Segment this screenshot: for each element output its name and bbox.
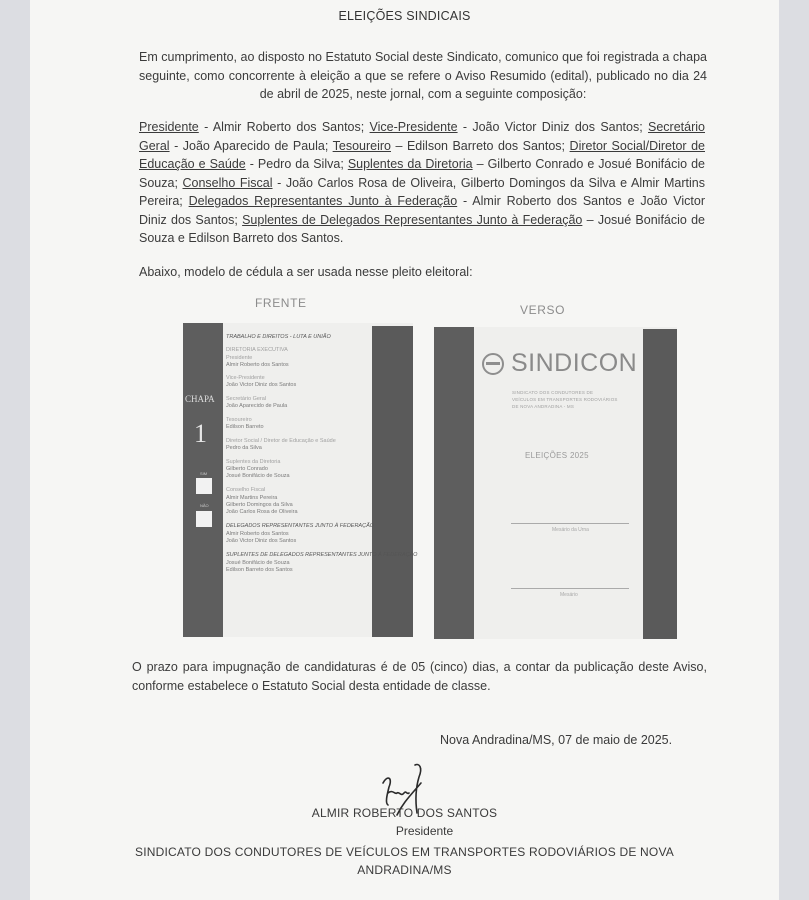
ballot-front-line: Almir Roberto dos Santos (226, 362, 289, 368)
back-sign-caption-2: Mesário (560, 592, 578, 598)
ballot-front-line: DIRETORIA EXECUTIVA (226, 347, 288, 353)
ballot-front-line: Josué Bonifácio de Souza (226, 560, 290, 566)
ballot-front-line: Tesoureiro (226, 417, 252, 423)
composition-names: - Almir Roberto dos Santos; (198, 120, 370, 134)
back-subtitle-1: SINDICATO DOS CONDUTORES DE (512, 390, 594, 395)
organization-line-1: SINDICATO DOS CONDUTORES DE VEÍCULOS EM TRANSPORTES RODOVIÁRIOS DE NOVA (135, 845, 674, 859)
chapa-label: CHAPA (185, 394, 215, 404)
back-sign-line-1 (511, 523, 629, 524)
composition-role: Secretário Geral (139, 120, 705, 153)
ballot-front (183, 323, 418, 637)
ballot-front-line: TRABALHO E DIREITOS - LUTA E UNIÃO (226, 334, 331, 340)
ballot-front-line: Diretor Social / Diretor de Educação e Saúde (226, 438, 336, 444)
intro-paragraph: Em cumprimento, ao disposto no Estatuto Social deste Sindicato, comunico que foi registrada a chapa seguinte, como concorrente à eleição a que se refere o Aviso Resumido (edital), publicado no dia 24 de abril de 2025, neste jornal, com a seguinte composição: (139, 50, 707, 101)
document-page (30, 0, 779, 900)
composition-names: - João Aparecido de Paula; (169, 138, 333, 153)
composition-role: Conselho Fiscal (182, 175, 273, 190)
ballot-front-line: João Carlos Rosa de Oliveira (226, 509, 298, 515)
back-subtitle-3: DE NOVA ANDRADINA - MS (512, 404, 575, 409)
ballot-front-line: Edilson Barreto (226, 424, 264, 430)
ballot-front-line: João Victor Diniz dos Santos (226, 382, 297, 388)
ballot-front-line: Presidente (226, 355, 253, 361)
ballot-front-line: DELEGADOS REPRESENTANTES JUNTO À FEDERAÇÃO (226, 523, 375, 529)
back-subtitle-2: VEÍCULOS EM TRANSPORTES RODOVIÁRIOS (512, 397, 618, 402)
chapa-number: 1 (194, 419, 207, 448)
organization-line-2: ANDRADINA/MS (357, 863, 452, 877)
ballot-back-left-stripe (434, 327, 474, 639)
composition-paragraph (139, 118, 705, 248)
ballot-front-line: Conselho Fiscal (226, 487, 266, 493)
yes-checkbox (196, 478, 212, 494)
ballot-front-line: Vice-Presidente (226, 375, 265, 381)
composition-role: Suplentes da Diretoria (347, 157, 473, 171)
ballot-front-right-stripe (372, 326, 413, 637)
steering-wheel-icon (482, 353, 504, 375)
place-date: Nova Andradina/MS, 07 de maio de 2025. (440, 733, 673, 747)
ballot-front-line: João Victor Diniz dos Santos (226, 538, 297, 544)
ballot-front-line: Secretário Geral (226, 396, 267, 402)
sindicon-logo: SINDICON (511, 349, 638, 377)
composition-names: - João Carlos Rosa de Oliveira, Gilberto Domingos da Silva e Almir Martins Pereira; (139, 175, 706, 208)
composition-role: Vice-Presidente (369, 120, 458, 134)
composition-names: – Gilberto Conrado e Josué Bonifácio de Souza; (139, 157, 706, 190)
composition-role: Diretor Social/Diretor de Educação e Saúde (139, 138, 705, 171)
composition-names: – Josué Bonifácio de Souza e Edilson Barreto dos Santos. (139, 212, 705, 245)
no-checkbox (196, 511, 212, 527)
signer-name: ALMIR ROBERTO DOS SANTOS (311, 806, 498, 820)
ballot-front-line: Suplentes da Diretoria (226, 459, 281, 465)
ballot-back-right-stripe (643, 329, 677, 639)
ballot-front-line: Josué Bonifácio de Souza (226, 473, 290, 479)
front-label: FRENTE (255, 296, 307, 310)
ballot-front-line: Pedro da Silva (226, 445, 262, 451)
composition-role: Suplentes de Delegados Representantes Junto à Federação (242, 212, 583, 227)
back-election: ELEIÇÕES 2025 (525, 451, 589, 460)
ballot-front-line: SUPLENTES DE DELEGADOS REPRESENTANTES JUNTO À FEDERAÇÃO (226, 552, 418, 558)
ballot-front-line: Gilberto Domingos da Silva (226, 502, 293, 508)
deadline-paragraph: O prazo para impugnação de candidaturas é de 05 (cinco) dias, a contar da publicação deste Aviso, conforme estabelece o Estatuto Social desta entidade de classe. (132, 660, 707, 693)
ballot-front-line: Gilberto Conrado (226, 466, 268, 472)
ballot-front-line: Almir Roberto dos Santos (226, 531, 289, 537)
composition-names: - João Victor Diniz dos Santos; (457, 120, 649, 134)
composition-role: Delegados Representantes Junto à Federação (188, 194, 458, 208)
no-label: NÃO (200, 503, 209, 508)
composition-role: Tesoureiro (332, 138, 391, 153)
ballot-front-line: João Aparecido de Paula (226, 403, 288, 409)
yes-label: SIM (200, 471, 208, 476)
composition-names: – Edilson Barreto dos Santos; (391, 138, 570, 153)
signer-role: Presidente (395, 824, 454, 838)
ballot-back (434, 327, 677, 639)
back-sign-caption-1: Mesário da Urna (552, 527, 589, 533)
ballot-front-line: Edilson Barreto dos Santos (226, 567, 293, 573)
composition-names: - Almir Roberto dos Santos e João Victor Diniz dos Santos; (139, 194, 706, 227)
notice-title: ELEIÇÕES SINDICAIS (338, 9, 471, 23)
ballot-front-line: Almir Martins Pereira (226, 495, 278, 501)
back-sign-line-2 (511, 588, 629, 589)
composition-names: - Pedro da Silva; (245, 157, 348, 171)
ballot-intro: Abaixo, modelo de cédula a ser usada nesse pleito eleitoral: (139, 265, 473, 279)
back-label: VERSO (520, 303, 566, 317)
composition-role: Presidente (139, 120, 199, 134)
